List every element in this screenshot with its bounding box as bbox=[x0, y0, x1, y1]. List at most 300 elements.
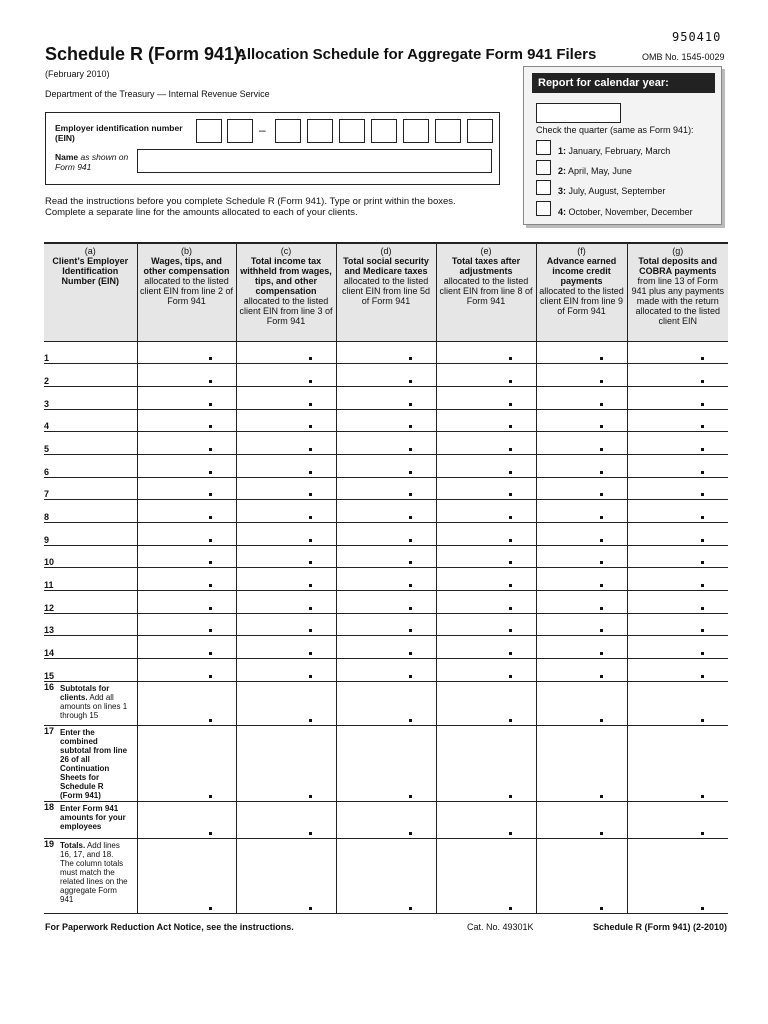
amount-cell-b[interactable] bbox=[137, 477, 236, 500]
amount-cell-e[interactable] bbox=[436, 659, 536, 682]
amount-cell-g[interactable] bbox=[627, 838, 728, 913]
row-number: 17 bbox=[44, 725, 55, 736]
amount-cell-f[interactable] bbox=[536, 454, 627, 477]
decimal-point-marker bbox=[209, 357, 212, 360]
decimal-point-marker bbox=[701, 357, 704, 360]
name-input[interactable] bbox=[137, 149, 492, 173]
column-letter: (g) bbox=[672, 246, 684, 256]
ein-digit-box[interactable] bbox=[371, 119, 397, 143]
amount-cell-g[interactable] bbox=[627, 613, 728, 636]
decimal-point-marker bbox=[509, 795, 512, 798]
amount-cell-f[interactable] bbox=[536, 681, 627, 725]
ein-dash: – bbox=[259, 123, 266, 137]
row-number: 4 bbox=[44, 421, 50, 432]
amount-cell-g[interactable] bbox=[627, 545, 728, 568]
amount-cell-b[interactable] bbox=[137, 725, 236, 801]
client-ein-cell[interactable] bbox=[44, 523, 137, 546]
amount-cell-g[interactable] bbox=[627, 636, 728, 659]
amount-cell-f[interactable] bbox=[536, 591, 627, 614]
column-letter: (b) bbox=[181, 246, 192, 256]
decimal-point-marker bbox=[409, 380, 412, 383]
decimal-point-marker bbox=[209, 795, 212, 798]
decimal-point-marker bbox=[701, 380, 704, 383]
decimal-point-marker bbox=[509, 448, 512, 451]
decimal-point-marker bbox=[509, 907, 512, 910]
decimal-point-marker bbox=[309, 425, 312, 428]
amount-cell-b[interactable] bbox=[137, 681, 236, 725]
column-title: Total taxes after adjustments bbox=[451, 256, 521, 276]
amount-cell-c[interactable] bbox=[236, 386, 336, 409]
ein-digit-box[interactable] bbox=[467, 119, 493, 143]
decimal-point-marker bbox=[309, 516, 312, 519]
column-description: allocated to the listed client EIN from line 9 of Form 941 bbox=[539, 286, 624, 316]
row-number: 14 bbox=[44, 648, 55, 659]
table-row bbox=[44, 659, 728, 682]
table-row bbox=[44, 386, 728, 409]
decimal-point-marker bbox=[309, 539, 312, 542]
quarter-2-checkbox[interactable] bbox=[536, 160, 551, 175]
form-code: 950410 bbox=[672, 30, 722, 44]
amount-cell-e[interactable] bbox=[436, 500, 536, 523]
page-subtitle: Allocation Schedule for Aggregate Form 941 Filers bbox=[236, 46, 597, 63]
amount-cell-f[interactable] bbox=[536, 523, 627, 546]
decimal-point-marker bbox=[209, 719, 212, 722]
amount-cell-g[interactable] bbox=[627, 681, 728, 725]
amount-cell-c[interactable] bbox=[236, 681, 336, 725]
column-header-b bbox=[137, 243, 236, 341]
amount-cell-c[interactable] bbox=[236, 409, 336, 432]
client-ein-cell[interactable] bbox=[44, 613, 137, 636]
amount-cell-e[interactable] bbox=[436, 636, 536, 659]
client-ein-cell[interactable] bbox=[44, 386, 137, 409]
client-ein-cell[interactable] bbox=[44, 568, 137, 591]
ein-digit-box[interactable] bbox=[435, 119, 461, 143]
column-header-a bbox=[44, 243, 137, 341]
amount-cell-e[interactable] bbox=[436, 386, 536, 409]
amount-cell-f[interactable] bbox=[536, 725, 627, 801]
client-ein-cell[interactable] bbox=[44, 364, 137, 387]
decimal-point-marker bbox=[409, 403, 412, 406]
table-row bbox=[44, 500, 728, 523]
decimal-point-marker bbox=[509, 493, 512, 496]
summary-label: Totals. bbox=[60, 840, 86, 850]
amount-cell-b[interactable] bbox=[137, 454, 236, 477]
ein-digit-box[interactable] bbox=[307, 119, 333, 143]
row-number: 19 bbox=[44, 838, 55, 849]
employer-box bbox=[45, 112, 500, 185]
table-header-row bbox=[44, 243, 728, 341]
decimal-point-marker bbox=[309, 675, 312, 678]
amount-cell-c[interactable] bbox=[236, 341, 336, 364]
ein-digit-box[interactable] bbox=[275, 119, 301, 143]
decimal-point-marker bbox=[600, 357, 603, 360]
column-description: allocated to the listed client EIN from line 5d of Form 941 bbox=[341, 276, 431, 306]
decimal-point-marker bbox=[509, 516, 512, 519]
decimal-point-marker bbox=[600, 629, 603, 632]
decimal-point-marker bbox=[409, 584, 412, 587]
decimal-point-marker bbox=[600, 719, 603, 722]
amount-cell-e[interactable] bbox=[436, 409, 536, 432]
summary-label: Enter Form 941 amounts for your employees bbox=[60, 803, 126, 831]
amount-cell-f[interactable] bbox=[536, 545, 627, 568]
amount-cell-c[interactable] bbox=[236, 838, 336, 913]
amount-cell-g[interactable] bbox=[627, 659, 728, 682]
amount-cell-d[interactable] bbox=[336, 409, 436, 432]
summary-label-cell bbox=[44, 681, 137, 725]
amount-cell-e[interactable] bbox=[436, 454, 536, 477]
amount-cell-d[interactable] bbox=[336, 432, 436, 455]
decimal-point-marker bbox=[409, 493, 412, 496]
quarter-check-label: Check the quarter (same as Form 941): bbox=[536, 125, 694, 135]
quarter-3-checkbox[interactable] bbox=[536, 180, 551, 195]
row-number: 5 bbox=[44, 443, 50, 454]
row-number: 8 bbox=[44, 512, 50, 522]
table-row bbox=[44, 341, 728, 364]
amount-cell-c[interactable] bbox=[236, 477, 336, 500]
amount-cell-f[interactable] bbox=[536, 409, 627, 432]
quarter-3-label: 3: July, August, September bbox=[558, 186, 666, 196]
decimal-point-marker bbox=[309, 629, 312, 632]
summary-row bbox=[44, 681, 728, 725]
amount-cell-d[interactable] bbox=[336, 725, 436, 801]
decimal-point-marker bbox=[209, 425, 212, 428]
amount-cell-g[interactable] bbox=[627, 477, 728, 500]
decimal-point-marker bbox=[701, 471, 704, 474]
schedule-footer-label: Schedule R (Form 941) (2-2010) bbox=[593, 922, 728, 932]
column-letter: (d) bbox=[380, 246, 392, 256]
decimal-point-marker bbox=[209, 652, 212, 655]
amount-cell-b[interactable] bbox=[137, 613, 236, 636]
amount-cell-e[interactable] bbox=[436, 613, 536, 636]
column-title: Client’s Employer Identification Number (EIN) bbox=[52, 256, 129, 286]
amount-cell-c[interactable] bbox=[236, 364, 336, 387]
amount-cell-f[interactable] bbox=[536, 838, 627, 913]
instructions bbox=[45, 196, 456, 218]
amount-cell-g[interactable] bbox=[627, 801, 728, 838]
column-description: from line 13 of Form 941 plus any payments made with the return allocated to the listed client EIN bbox=[631, 276, 725, 326]
amount-cell-e[interactable] bbox=[436, 545, 536, 568]
decimal-point-marker bbox=[600, 493, 603, 496]
decimal-point-marker bbox=[209, 561, 212, 564]
decimal-point-marker bbox=[600, 652, 603, 655]
amount-cell-g[interactable] bbox=[627, 386, 728, 409]
summary-label: Subtotals for clients. bbox=[60, 683, 110, 702]
decimal-point-marker bbox=[209, 675, 212, 678]
decimal-point-marker bbox=[600, 448, 603, 451]
amount-cell-d[interactable] bbox=[336, 477, 436, 500]
amount-cell-e[interactable] bbox=[436, 364, 536, 387]
decimal-point-marker bbox=[600, 380, 603, 383]
amount-cell-c[interactable] bbox=[236, 613, 336, 636]
decimal-point-marker bbox=[509, 675, 512, 678]
amount-cell-c[interactable] bbox=[236, 591, 336, 614]
amount-cell-f[interactable] bbox=[536, 341, 627, 364]
amount-cell-b[interactable] bbox=[137, 341, 236, 364]
decimal-point-marker bbox=[600, 607, 603, 610]
column-description: allocated to the listed client EIN from line 2 of Form 941 bbox=[139, 276, 234, 306]
amount-cell-e[interactable] bbox=[436, 591, 536, 614]
amount-cell-g[interactable] bbox=[627, 364, 728, 387]
client-ein-cell[interactable] bbox=[44, 477, 137, 500]
amount-cell-c[interactable] bbox=[236, 659, 336, 682]
client-ein-cell[interactable] bbox=[44, 636, 137, 659]
amount-cell-e[interactable] bbox=[436, 801, 536, 838]
column-title: Total income tax withheld from wages, tips, and other compensation bbox=[240, 256, 332, 296]
amount-cell-g[interactable] bbox=[627, 725, 728, 801]
row-number: 12 bbox=[44, 602, 55, 613]
summary-label-cell bbox=[44, 801, 137, 838]
client-ein-cell[interactable] bbox=[44, 659, 137, 682]
amount-cell-d[interactable] bbox=[336, 636, 436, 659]
decimal-point-marker bbox=[309, 907, 312, 910]
decimal-point-marker bbox=[600, 539, 603, 542]
decimal-point-marker bbox=[309, 380, 312, 383]
decimal-point-marker bbox=[209, 907, 212, 910]
amount-cell-g[interactable] bbox=[627, 591, 728, 614]
column-description: allocated to the listed client EIN from line 8 of Form 941 bbox=[439, 276, 533, 306]
amount-cell-c[interactable] bbox=[236, 454, 336, 477]
decimal-point-marker bbox=[209, 584, 212, 587]
amount-cell-d[interactable] bbox=[336, 801, 436, 838]
amount-cell-f[interactable] bbox=[536, 364, 627, 387]
table-row bbox=[44, 364, 728, 387]
decimal-point-marker bbox=[701, 448, 704, 451]
quarter-1-checkbox[interactable] bbox=[536, 140, 551, 155]
amount-cell-e[interactable] bbox=[436, 523, 536, 546]
table-row bbox=[44, 568, 728, 591]
decimal-point-marker bbox=[701, 425, 704, 428]
row-number: 18 bbox=[44, 801, 55, 812]
amount-cell-b[interactable] bbox=[137, 591, 236, 614]
amount-cell-e[interactable] bbox=[436, 681, 536, 725]
amount-cell-e[interactable] bbox=[436, 568, 536, 591]
amount-cell-f[interactable] bbox=[536, 432, 627, 455]
ein-digit-box[interactable] bbox=[403, 119, 429, 143]
amount-cell-c[interactable] bbox=[236, 500, 336, 523]
table-row bbox=[44, 613, 728, 636]
amount-cell-f[interactable] bbox=[536, 500, 627, 523]
catalog-number: Cat. No. 49301K bbox=[467, 922, 534, 932]
name-note: as shown on Form 941 bbox=[55, 152, 129, 172]
amount-cell-b[interactable] bbox=[137, 386, 236, 409]
amount-cell-g[interactable] bbox=[627, 409, 728, 432]
decimal-point-marker bbox=[309, 584, 312, 587]
row-number: 13 bbox=[44, 625, 55, 636]
amount-cell-g[interactable] bbox=[627, 568, 728, 591]
amount-cell-c[interactable] bbox=[236, 636, 336, 659]
decimal-point-marker bbox=[309, 403, 312, 406]
decimal-point-marker bbox=[600, 471, 603, 474]
decimal-point-marker bbox=[701, 675, 704, 678]
decimal-point-marker bbox=[409, 719, 412, 722]
decimal-point-marker bbox=[409, 471, 412, 474]
column-description: allocated to the listed client EIN from line 3 of Form 941 bbox=[239, 296, 333, 326]
decimal-point-marker bbox=[701, 652, 704, 655]
amount-cell-f[interactable] bbox=[536, 613, 627, 636]
amount-cell-b[interactable] bbox=[137, 659, 236, 682]
amount-cell-d[interactable] bbox=[336, 454, 436, 477]
amount-cell-d[interactable] bbox=[336, 838, 436, 913]
decimal-point-marker bbox=[701, 907, 704, 910]
amount-cell-c[interactable] bbox=[236, 725, 336, 801]
decimal-point-marker bbox=[509, 357, 512, 360]
decimal-point-marker bbox=[309, 652, 312, 655]
decimal-point-marker bbox=[209, 403, 212, 406]
amount-cell-c[interactable] bbox=[236, 801, 336, 838]
decimal-point-marker bbox=[600, 675, 603, 678]
table-row bbox=[44, 477, 728, 500]
decimal-point-marker bbox=[409, 629, 412, 632]
column-title: Total deposits and COBRA payments bbox=[638, 256, 718, 276]
decimal-point-marker bbox=[409, 907, 412, 910]
decimal-point-marker bbox=[209, 471, 212, 474]
row-number: 10 bbox=[44, 557, 55, 568]
amount-cell-f[interactable] bbox=[536, 636, 627, 659]
amount-cell-c[interactable] bbox=[236, 568, 336, 591]
decimal-point-marker bbox=[209, 832, 212, 835]
amount-cell-d[interactable] bbox=[336, 500, 436, 523]
amount-cell-g[interactable] bbox=[627, 523, 728, 546]
row-number: 11 bbox=[44, 580, 54, 591]
decimal-point-marker bbox=[509, 403, 512, 406]
ein-digit-box[interactable] bbox=[227, 119, 253, 143]
row-number: 3 bbox=[44, 398, 50, 409]
client-ein-cell[interactable] bbox=[44, 341, 137, 364]
table-row bbox=[44, 409, 728, 432]
decimal-point-marker bbox=[701, 561, 704, 564]
decimal-point-marker bbox=[309, 448, 312, 451]
amount-cell-g[interactable] bbox=[627, 500, 728, 523]
decimal-point-marker bbox=[209, 629, 212, 632]
decimal-point-marker bbox=[409, 516, 412, 519]
client-ein-cell[interactable] bbox=[44, 545, 137, 568]
decimal-point-marker bbox=[701, 629, 704, 632]
amount-cell-b[interactable] bbox=[137, 523, 236, 546]
amount-cell-d[interactable] bbox=[336, 364, 436, 387]
amount-cell-d[interactable] bbox=[336, 523, 436, 546]
column-letter: (e) bbox=[480, 246, 492, 256]
row-number: 2 bbox=[44, 375, 50, 386]
summary-description: Add all amounts on lines 1 through 15 bbox=[60, 692, 128, 720]
row-number: 9 bbox=[44, 534, 50, 545]
page-title: Schedule R (Form 941): bbox=[45, 44, 247, 64]
column-title: Total social security and Medicare taxes bbox=[343, 256, 429, 276]
column-header-d bbox=[336, 243, 436, 341]
amount-cell-d[interactable] bbox=[336, 545, 436, 568]
decimal-point-marker bbox=[509, 719, 512, 722]
revision-date: (February 2010) bbox=[45, 69, 110, 79]
amount-cell-g[interactable] bbox=[627, 341, 728, 364]
calendar-year-input[interactable] bbox=[536, 103, 621, 123]
amount-cell-c[interactable] bbox=[236, 432, 336, 455]
amount-cell-e[interactable] bbox=[436, 341, 536, 364]
client-ein-cell[interactable] bbox=[44, 500, 137, 523]
row-number: 16 bbox=[44, 681, 55, 692]
amount-cell-f[interactable] bbox=[536, 659, 627, 682]
decimal-point-marker bbox=[309, 607, 312, 610]
amount-cell-b[interactable] bbox=[137, 838, 236, 913]
amount-cell-b[interactable] bbox=[137, 409, 236, 432]
table-row bbox=[44, 432, 728, 455]
amount-cell-b[interactable] bbox=[137, 801, 236, 838]
decimal-point-marker bbox=[409, 607, 412, 610]
calendar-year-header: Report for calendar year: bbox=[532, 73, 715, 93]
name-label: Name bbox=[55, 152, 79, 162]
client-ein-cell[interactable] bbox=[44, 454, 137, 477]
summary-row bbox=[44, 801, 728, 838]
amount-cell-g[interactable] bbox=[627, 432, 728, 455]
row-number: 15 bbox=[44, 670, 55, 681]
decimal-point-marker bbox=[701, 795, 704, 798]
decimal-point-marker bbox=[409, 795, 412, 798]
amount-cell-d[interactable] bbox=[336, 386, 436, 409]
quarter-2-label: 2: April, May, June bbox=[558, 166, 632, 176]
decimal-point-marker bbox=[209, 380, 212, 383]
amount-cell-e[interactable] bbox=[436, 477, 536, 500]
table-row bbox=[44, 545, 728, 568]
amount-cell-b[interactable] bbox=[137, 500, 236, 523]
decimal-point-marker bbox=[409, 425, 412, 428]
client-ein-cell[interactable] bbox=[44, 432, 137, 455]
quarter-4-checkbox[interactable] bbox=[536, 201, 551, 216]
amount-cell-b[interactable] bbox=[137, 364, 236, 387]
ein-digit-box[interactable] bbox=[196, 119, 222, 143]
summary-label-cell bbox=[44, 725, 137, 801]
decimal-point-marker bbox=[409, 652, 412, 655]
amount-cell-b[interactable] bbox=[137, 636, 236, 659]
amount-cell-f[interactable] bbox=[536, 477, 627, 500]
amount-cell-d[interactable] bbox=[336, 681, 436, 725]
decimal-point-marker bbox=[209, 539, 212, 542]
amount-cell-b[interactable] bbox=[137, 568, 236, 591]
row-number: 1 bbox=[44, 353, 50, 364]
amount-cell-f[interactable] bbox=[536, 568, 627, 591]
amount-cell-e[interactable] bbox=[436, 432, 536, 455]
amount-cell-d[interactable] bbox=[336, 591, 436, 614]
decimal-point-marker bbox=[409, 357, 412, 360]
amount-cell-b[interactable] bbox=[137, 432, 236, 455]
amount-cell-c[interactable] bbox=[236, 523, 336, 546]
summary-label: Enter the combined subtotal from line 26 of all Continuation Sheets for Schedule R (Form 941) bbox=[60, 727, 128, 800]
amount-cell-d[interactable] bbox=[336, 613, 436, 636]
amount-cell-d[interactable] bbox=[336, 568, 436, 591]
client-ein-cell[interactable] bbox=[44, 409, 137, 432]
amount-cell-c[interactable] bbox=[236, 545, 336, 568]
decimal-point-marker bbox=[509, 584, 512, 587]
amount-cell-f[interactable] bbox=[536, 386, 627, 409]
quarter-4-label: 4: October, November, December bbox=[558, 207, 693, 217]
amount-cell-g[interactable] bbox=[627, 454, 728, 477]
client-ein-cell[interactable] bbox=[44, 591, 137, 614]
decimal-point-marker bbox=[600, 516, 603, 519]
decimal-point-marker bbox=[509, 380, 512, 383]
summary-description: Add lines 16, 17, and 18. The column totals must match the related lines on the aggregate Form 941 bbox=[60, 840, 128, 904]
amount-cell-b[interactable] bbox=[137, 545, 236, 568]
amount-cell-d[interactable] bbox=[336, 659, 436, 682]
ein-digit-box[interactable] bbox=[339, 119, 365, 143]
decimal-point-marker bbox=[209, 607, 212, 610]
amount-cell-e[interactable] bbox=[436, 725, 536, 801]
allocation-table bbox=[44, 242, 728, 914]
decimal-point-marker bbox=[600, 584, 603, 587]
amount-cell-d[interactable] bbox=[336, 341, 436, 364]
ein-label: Employer identification number (EIN) bbox=[55, 123, 183, 143]
column-letter: (f) bbox=[577, 246, 586, 256]
amount-cell-e[interactable] bbox=[436, 838, 536, 913]
amount-cell-f[interactable] bbox=[536, 801, 627, 838]
decimal-point-marker bbox=[509, 425, 512, 428]
paperwork-notice: For Paperwork Reduction Act Notice, see the instructions. bbox=[45, 922, 294, 932]
